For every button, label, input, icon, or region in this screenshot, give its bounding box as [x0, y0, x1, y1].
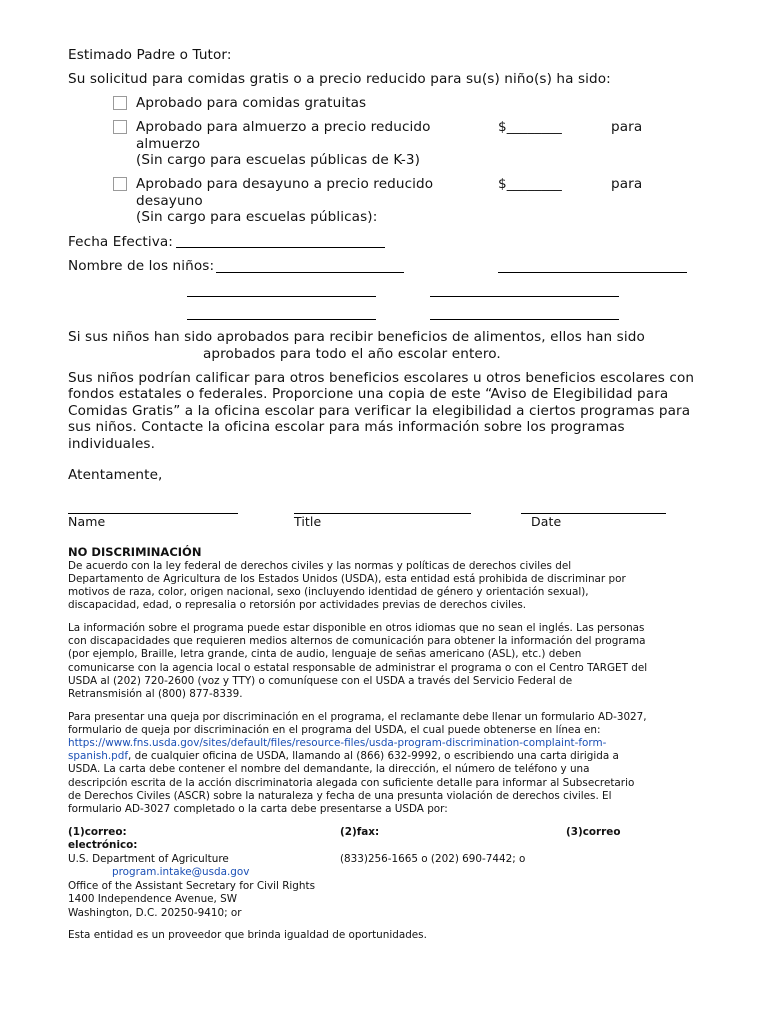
benefits-line-1: Sus niños podrían calificar para otros beneficios escolares u otros beneficios escolares con [68, 370, 695, 386]
equal-opportunity-statement: Esta entidad es un proveedor que brinda igualdad de oportunidades. [68, 929, 427, 941]
email-link[interactable]: program.intake@usda.gov [112, 866, 250, 878]
nd-para2-line4: comunicarse con la agencia local o estatal responsable de administrar el programa o con el Centro TARGET del [68, 662, 648, 674]
child-name-field-1[interactable] [216, 272, 404, 273]
child-name-field-3[interactable] [187, 296, 376, 297]
nd-para1-line3: motivos de raza, color, origen nacional, sexo (incluyendo identidad de género y orientación sexual), [68, 586, 589, 598]
reduced-breakfast-para: para [611, 176, 643, 192]
reduced-breakfast-line2: desayuno [136, 193, 203, 209]
nd-para3-line6: descripción escrita de la acción discriminatoria alegada con suficiente detalle para informar al Subsecretario [68, 777, 635, 789]
effective-date-label: Fecha Efectiva: [68, 234, 173, 250]
nd-title: NO DISCRIMINACIÓN [68, 545, 202, 559]
child-name-field-4[interactable] [430, 296, 619, 297]
child-name-field-5[interactable] [187, 319, 376, 320]
effective-date-field[interactable] [176, 247, 385, 248]
reduced-lunch-note: (Sin cargo para escuelas públicas de K-3) [136, 152, 421, 168]
complaint-form-link[interactable]: https://www.fns.usda.gov/sites/default/files/resource-files/usda-program-discrimination-complaint-form- [68, 737, 607, 749]
mail-address-line3: 1400 Independence Avenue, SW [68, 893, 238, 905]
benefits-line-2: fondos estatales o federales. Proporcione una copia de este “Aviso de Elegibilidad para [68, 386, 669, 402]
benefits-line-4: sus niños. Contacte la oficina escolar para más información sobre los programas [68, 419, 625, 435]
mail-heading-2: electrónico: [68, 839, 138, 851]
checkbox-reduced-breakfast[interactable] [113, 177, 127, 191]
mail-address-line1: U.S. Department of Agriculture [68, 853, 229, 865]
fax-numbers: (833)256-1665 o (202) 690-7442; o [340, 853, 526, 865]
nd-para2-line2: con discapacidades que requieren medios alternos de comunicación para obtener la información del programa [68, 635, 646, 647]
approved-note-line2: aprobados para todo el año escolar entero. [203, 346, 501, 362]
option-reduced-lunch-label: Aprobado para almuerzo a precio reducido [136, 119, 431, 135]
intro-text: Su solicitud para comidas gratis o a precio reducido para su(s) niño(s) ha sido: [68, 71, 611, 87]
checkbox-free-meals[interactable] [113, 96, 127, 110]
signature-date-label: Date [531, 514, 562, 529]
complaint-form-link-cont[interactable]: spanish.pdf [68, 750, 128, 762]
reduced-lunch-para: para [611, 119, 643, 135]
checkbox-reduced-lunch[interactable] [113, 120, 127, 134]
option-free-meals-label: Aprobado para comidas gratuitas [136, 95, 367, 111]
mail-heading: (1)correo: [68, 826, 127, 838]
nd-para1-line4: discapacidad, edad, o represalia o retorsión por actividades previas de derechos civiles. [68, 599, 527, 611]
nd-para3-line8: formulario AD-3027 completado o la carta debe presentarse a USDA por: [68, 803, 448, 815]
approved-note-line1: Si sus niños han sido aprobados para recibir beneficios de alimentos, ellos han sido [68, 329, 645, 345]
nd-para2-line3: (por ejemplo, Braille, letra grande, cinta de audio, lenguaje de señas americano (ASL), etc.) deben [68, 648, 582, 660]
child-name-field-2[interactable] [498, 272, 687, 273]
child-name-field-6[interactable] [430, 319, 619, 320]
nd-para2-line1: La información sobre el programa puede estar disponible en otros idiomas que no sean el inglés. Las personas [68, 622, 645, 634]
nd-para1-line2: Departamento de Agricultura de los Estados Unidos (USDA), esta entidad está prohibida de discriminar por [68, 573, 626, 585]
fax-heading: (2)fax: [340, 826, 380, 838]
nd-para3-line4-text: , de cualquier oficina de USDA, llamando al (866) 632-9992, o escribiendo una carta dirigida a [128, 750, 619, 762]
nd-para2-line5: USDA al (202) 720-2600 (voz y TTY) o comuníquese con el USDA a través del Servicio Federal de [68, 675, 573, 687]
benefits-line-5: individuales. [68, 436, 156, 452]
reduced-lunch-line2: almuerzo [136, 136, 201, 152]
nd-para3-line5: USDA. La carta debe contener el nombre del demandante, la dirección, el número de teléfono y una [68, 763, 590, 775]
signature-title-label: Title [294, 514, 322, 529]
children-names-label: Nombre de los niños: [68, 258, 215, 274]
nd-para2-line6: Retransmisión al (800) 877-8339. [68, 688, 243, 700]
reduced-breakfast-note: (Sin cargo para escuelas públicas): [136, 209, 378, 225]
mail-address-line4: Washington, D.C. 20250-9410; or [68, 907, 242, 919]
benefits-line-3: Comidas Gratis” a la oficina escolar para verificar la elegibilidad a ciertos programas para [68, 403, 691, 419]
email-heading: (3)correo [566, 826, 621, 838]
nd-para3-line2: formulario de queja por discriminación en el programa del USDA, el cual puede obtenerse en línea en: [68, 724, 601, 736]
greeting: Estimado Padre o Tutor: [68, 47, 232, 63]
option-reduced-breakfast-label: Aprobado para desayuno a precio reducido [136, 176, 434, 192]
reduced-lunch-amount[interactable]: $________ [498, 119, 562, 135]
nd-para3-line1: Para presentar una queja por discriminación en el programa, el reclamante debe llenar un formulario AD-3027, [68, 711, 647, 723]
nd-para3-line4 [68, 750, 619, 763]
signature-name-label: Name [68, 514, 106, 529]
reduced-breakfast-amount[interactable]: $________ [498, 176, 562, 192]
closing: Atentamente, [68, 467, 163, 483]
nd-para3-line7: de Derechos Civiles (ASCR) sobre la naturaleza y fecha de una presunta violación de derechos civiles. El [68, 790, 612, 802]
nd-para1-line1: De acuerdo con la ley federal de derechos civiles y las normas y políticas de derechos civiles del [68, 560, 572, 572]
mail-address-line2: Office of the Assistant Secretary for Civil Rights [68, 880, 315, 892]
